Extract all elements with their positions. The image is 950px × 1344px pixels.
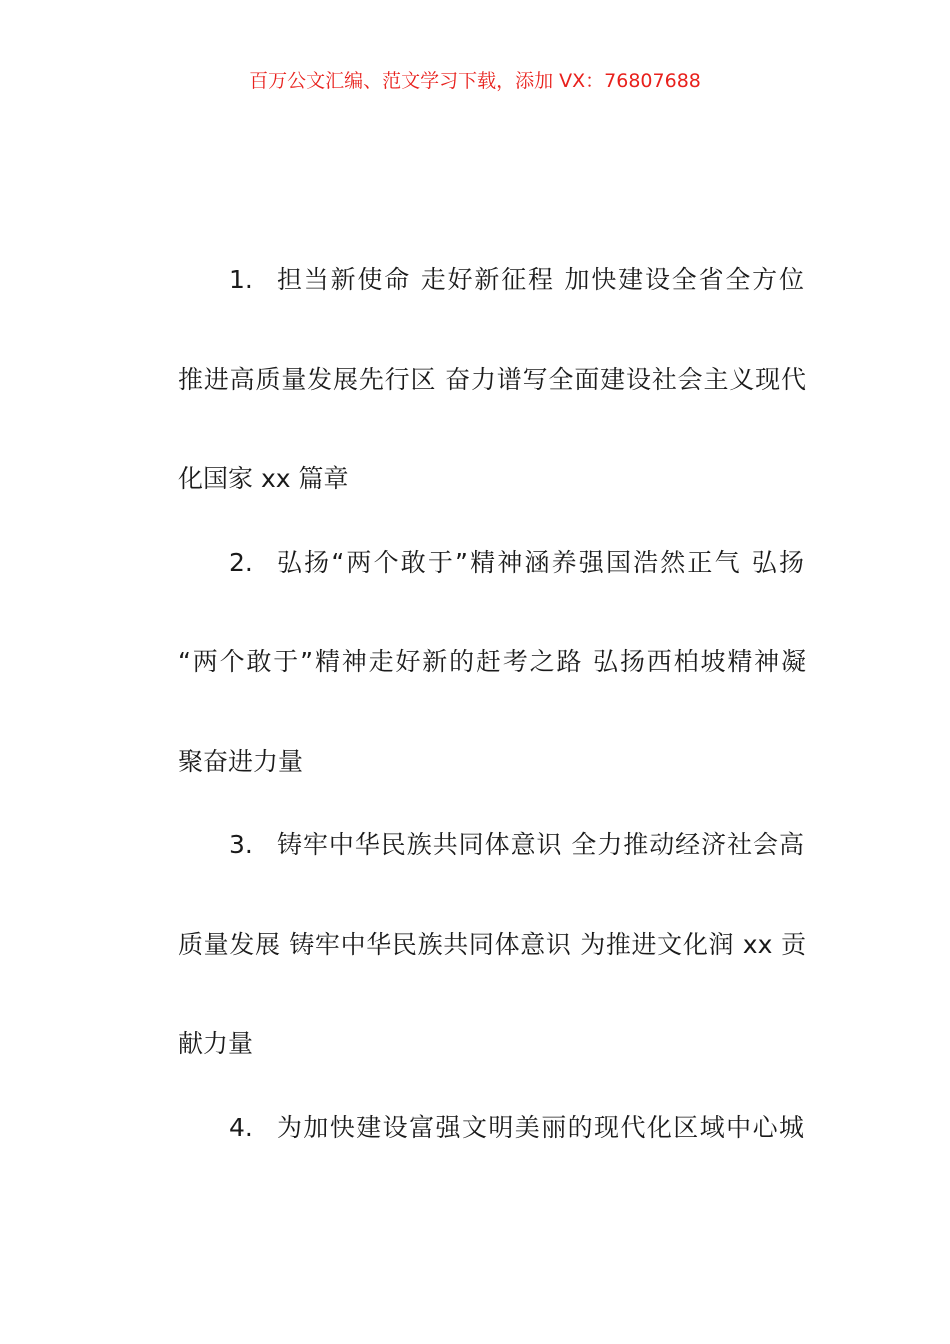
- list-item-text: “两个敢于”精神走好新的赶考之路 弘扬西柏坡精神凝: [178, 647, 806, 676]
- list-item-text: 化国家 xx 篇章: [178, 464, 349, 493]
- list-item-text: 推进高质量发展先行区 奋力谱写全面建设社会主义现代: [178, 365, 806, 394]
- list-item-2-line-3: [178, 744, 303, 780]
- list-item-2-line-2: [178, 644, 806, 680]
- list-item-number: 4.: [229, 1113, 253, 1142]
- list-item-1-line-2: [178, 362, 806, 398]
- list-item-2-line-1: [229, 545, 804, 581]
- list-item-number: 1.: [229, 265, 253, 294]
- list-item-1-line-3: [178, 461, 348, 497]
- list-item-1-line-1: [229, 262, 804, 298]
- watermark-header: 百万公文汇编、范文学习下载，添加 VX：76807688: [249, 70, 701, 92]
- list-item-3-line-2: [178, 927, 806, 963]
- list-item-text: 质量发展 铸牢中华民族共同体意识 为推进文化润 xx 贡: [178, 930, 806, 959]
- list-item-3-line-3: [178, 1026, 253, 1062]
- list-item-text: 担当新使命 走好新征程 加快建设全省全方位: [277, 265, 804, 294]
- list-item-number: 2.: [229, 548, 253, 577]
- list-item-text: 聚奋进力量: [178, 747, 304, 776]
- list-item-text: 弘扬“两个敢于”精神涵养强国浩然正气 弘扬: [277, 548, 804, 577]
- list-item-text: 铸牢中华民族共同体意识 全力推动经济社会高: [277, 830, 804, 859]
- list-item-4-line-1: [229, 1110, 804, 1146]
- list-item-text: 献力量: [178, 1029, 254, 1058]
- list-item-number: 3.: [229, 830, 253, 859]
- list-item-text: 为加快建设富强文明美丽的现代化区域中心城: [277, 1113, 804, 1142]
- list-item-3-line-1: [229, 827, 804, 863]
